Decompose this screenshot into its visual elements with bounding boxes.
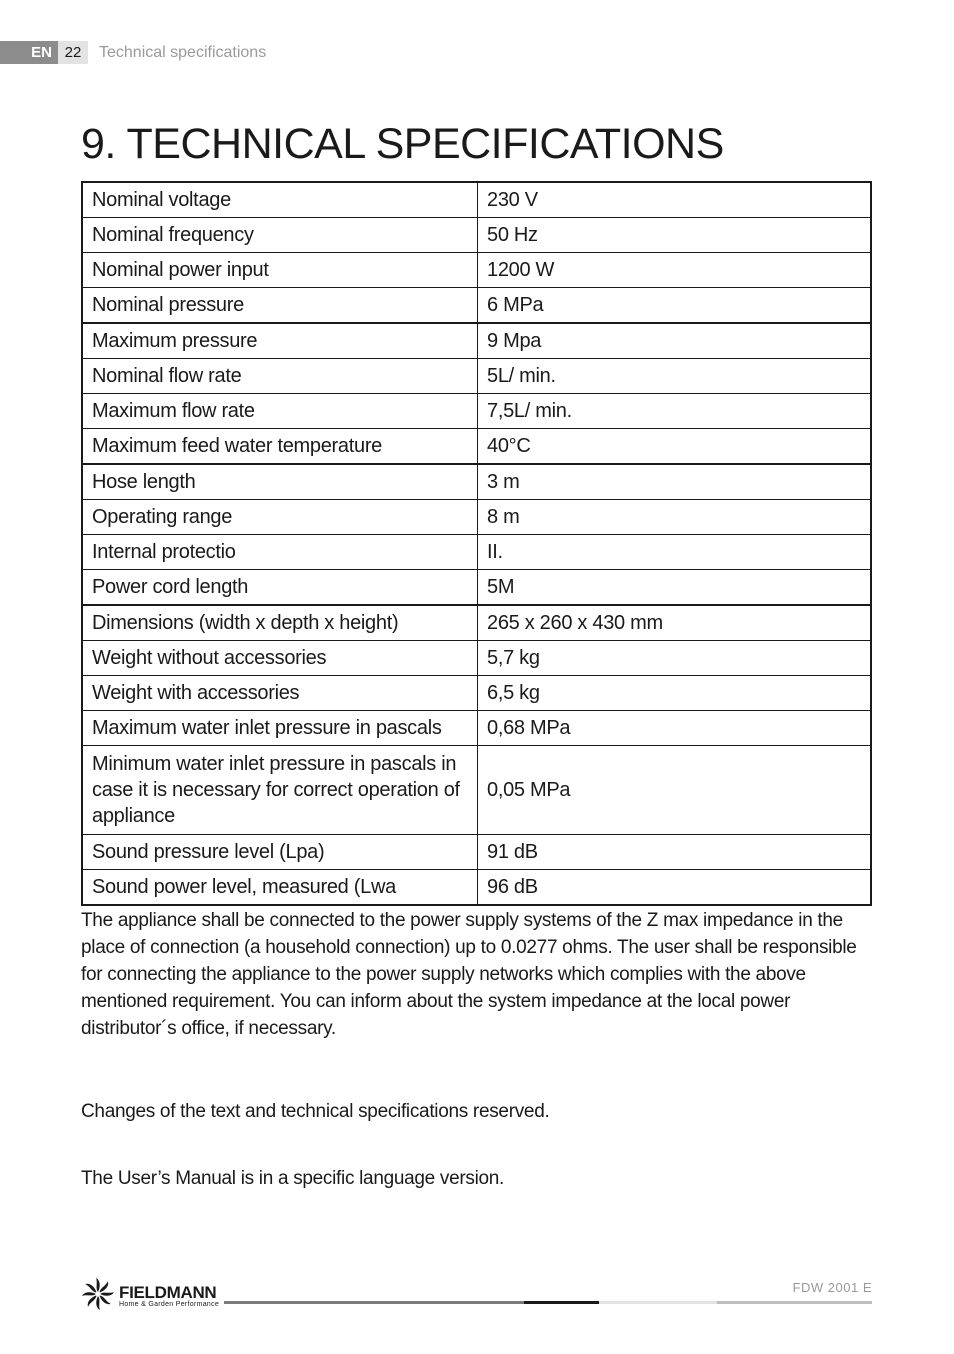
footer-rule-mid (717, 1301, 872, 1304)
spec-value: 5L/ min. (478, 359, 872, 394)
spec-label: Power cord length (82, 570, 478, 606)
spec-label: Maximum pressure (82, 323, 478, 359)
table-row (82, 641, 871, 676)
spec-label: Dimensions (width x depth x height) (82, 605, 478, 641)
spec-value: 3 m (478, 464, 872, 500)
table-row (82, 323, 871, 359)
spec-value: 8 m (478, 500, 872, 535)
spec-value: 265 x 260 x 430 mm (478, 605, 872, 641)
brand-logo (81, 1277, 226, 1313)
table-row (82, 746, 871, 835)
brand-name: FIELDMANN (119, 1283, 217, 1302)
spec-label: Nominal voltage (82, 182, 478, 218)
spec-value: 91 dB (478, 835, 872, 870)
spec-label: Maximum flow rate (82, 394, 478, 429)
spec-value: 7,5L/ min. (478, 394, 872, 429)
table-row (82, 676, 871, 711)
page-number: 22 (58, 41, 88, 64)
table-row (82, 570, 871, 606)
spec-value: 40°C (478, 429, 872, 465)
impedance-note: The appliance shall be connected to the power supply systems of the Z max impedance in the place of connection (a household connection) up to 0.0277 ohms. The user shall be responsible for connecting the appliance to the power supply networks which complies with the above mentioned requirement. You can inform about the system impedance at the local power distributor´s office, if necessary. (81, 910, 857, 1039)
spec-value: 50 Hz (478, 218, 872, 253)
spec-label: Maximum feed water temperature (82, 429, 478, 465)
specifications-table (81, 181, 872, 906)
footer-rule-grey (224, 1301, 524, 1304)
table-row (82, 429, 871, 465)
changes-note: Changes of the text and technical specifications reserved. (81, 1101, 550, 1122)
table-row (82, 870, 871, 906)
spec-label: Sound power level, measured (Lwa (82, 870, 478, 906)
brand-tagline: Home & Garden Performance (119, 1301, 220, 1308)
table-row (82, 500, 871, 535)
table-row (82, 359, 871, 394)
page-header (0, 41, 266, 64)
footer-rule-dark (524, 1301, 599, 1304)
spec-value: 230 V (478, 182, 872, 218)
table-row (82, 218, 871, 253)
spec-value: 5,7 kg (478, 641, 872, 676)
language-note: The User’s Manual is in a specific language version. (81, 1168, 505, 1189)
spec-label: Minimum water inlet pressure in pascals in case it is necessary for correct operation of appliance (82, 746, 478, 835)
spec-label: Weight without accessories (82, 641, 478, 676)
fan-blades-icon (81, 1277, 115, 1311)
spec-value: 0,68 MPa (478, 711, 872, 746)
model-number: FDW 2001 E (792, 1280, 872, 1295)
spec-label: Hose length (82, 464, 478, 500)
table-row (82, 253, 871, 288)
table-row (82, 535, 871, 570)
spec-value: 0,05 MPa (478, 746, 872, 835)
spec-label: Nominal power input (82, 253, 478, 288)
spec-value: 5M (478, 570, 872, 606)
spec-value: 9 Mpa (478, 323, 872, 359)
spec-value: 96 dB (478, 870, 872, 906)
table-row (82, 711, 871, 746)
footer-rule-light (599, 1301, 717, 1304)
spec-value: 6,5 kg (478, 676, 872, 711)
language-tab: EN (0, 41, 58, 64)
spec-value: II. (478, 535, 872, 570)
spec-label: Sound pressure level (Lpa) (82, 835, 478, 870)
page-title: 9. TECHNICAL SPECIFICATIONS (81, 120, 724, 168)
spec-label: Weight with accessories (82, 676, 478, 711)
spec-label: Nominal flow rate (82, 359, 478, 394)
spec-label: Nominal frequency (82, 218, 478, 253)
table-row (82, 464, 871, 500)
spec-label: Operating range (82, 500, 478, 535)
table-row (82, 394, 871, 429)
table-row (82, 835, 871, 870)
spec-label: Maximum water inlet pressure in pascals (82, 711, 478, 746)
section-label: Technical specifications (99, 44, 267, 61)
spec-value: 1200 W (478, 253, 872, 288)
table-row (82, 182, 871, 218)
table-row (82, 288, 871, 324)
spec-label: Internal protectio (82, 535, 478, 570)
table-row (82, 605, 871, 641)
spec-label: Nominal pressure (82, 288, 478, 324)
spec-value: 6 MPa (478, 288, 872, 324)
